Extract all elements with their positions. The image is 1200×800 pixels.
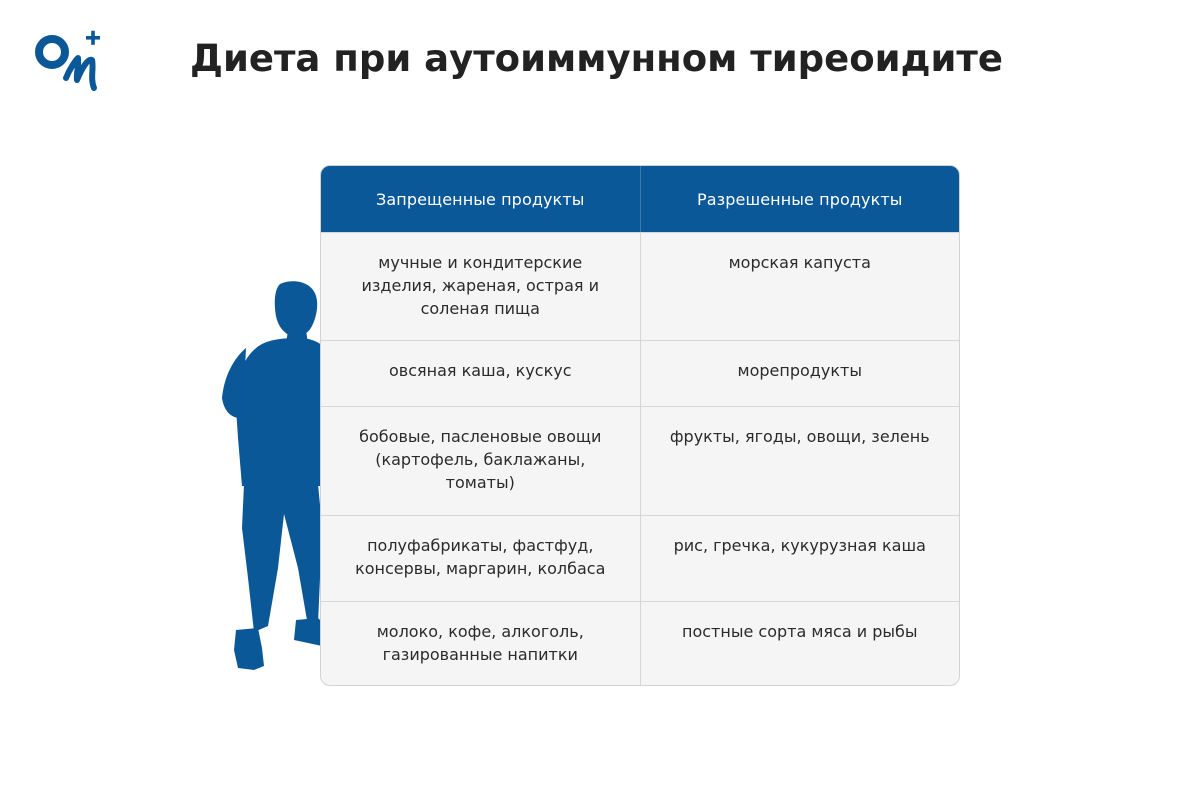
allowed-item: фрукты, ягоды, овощи, зелень — [640, 407, 960, 515]
table-row — [321, 232, 959, 340]
logo-icon — [32, 28, 104, 94]
table-row — [321, 601, 959, 686]
table-row — [321, 340, 959, 406]
header-forbidden: Запрещенные продукты — [376, 189, 585, 209]
allowed-item: рис, гречка, кукурузная каша — [640, 516, 960, 601]
allowed-item: морская капуста — [640, 233, 960, 340]
page-title: Диета при аутоиммунном тиреоидите — [190, 37, 1003, 80]
forbidden-item: мучные и кондитерские изделия, жареная, острая и соленая пища — [361, 253, 599, 318]
forbidden-item: овсяная каша, кускус — [388, 361, 572, 380]
diet-table — [320, 165, 960, 686]
table-row — [321, 515, 959, 601]
forbidden-item: бобовые, пасленовые овощи (картофель, баклажаны, томаты) — [359, 427, 602, 492]
table-header-row — [321, 166, 959, 232]
forbidden-item: молоко, кофе, алкоголь, газированные напитки — [376, 622, 584, 664]
table-row — [321, 406, 959, 515]
forbidden-item: полуфабрикаты, фастфуд, консервы, маргарин, колбаса — [355, 536, 606, 578]
allowed-item: морепродукты — [640, 341, 960, 406]
header-allowed: Разрешенные продукты — [640, 166, 960, 232]
allowed-item: постные сорта мяса и рыбы — [640, 602, 960, 686]
